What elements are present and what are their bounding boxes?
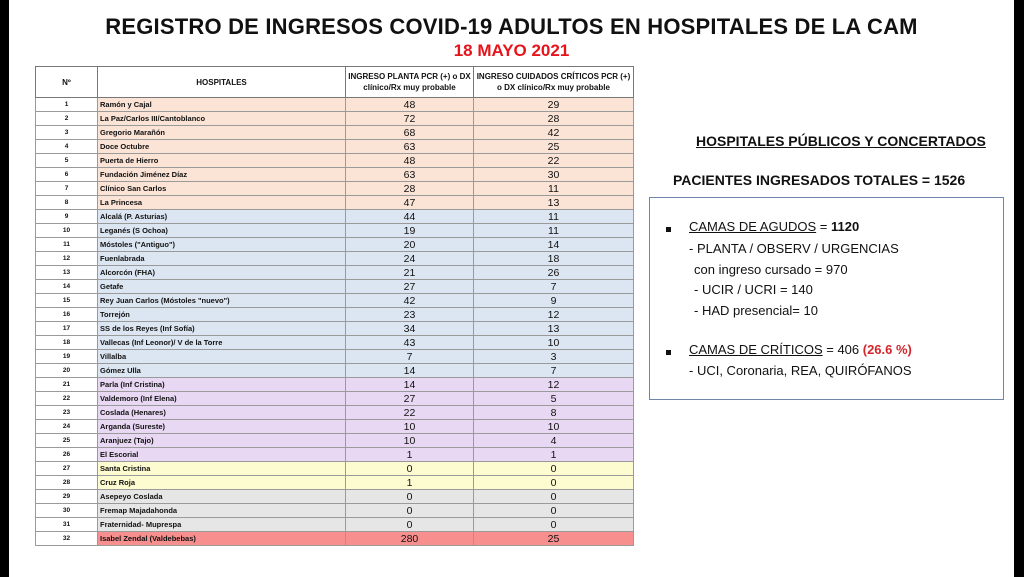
criticos-label: CAMAS DE CRÍTICOS (689, 342, 823, 357)
hospital-name: Gómez Ulla (98, 364, 346, 378)
planta-count: 34 (346, 322, 474, 336)
planta-count: 63 (346, 140, 474, 154)
beds-summary-box (649, 197, 1004, 400)
bullet-icon (666, 227, 671, 232)
hospital-name: Doce Octubre (98, 140, 346, 154)
hospital-name: Puerta de Hierro (98, 154, 346, 168)
hospital-name: Arganda (Sureste) (98, 420, 346, 434)
table-row (36, 252, 634, 266)
planta-count: 28 (346, 182, 474, 196)
table-row (36, 406, 634, 420)
row-number: 21 (36, 378, 98, 392)
table-row (36, 112, 634, 126)
agudos-detail-4: - HAD presencial= 10 (694, 303, 818, 318)
hospital-name: Parla (Inf Cristina) (98, 378, 346, 392)
planta-count: 10 (346, 420, 474, 434)
planta-count: 63 (346, 168, 474, 182)
planta-count: 19 (346, 224, 474, 238)
planta-count: 24 (346, 252, 474, 266)
table-row (36, 518, 634, 532)
table-row (36, 308, 634, 322)
criticos-count: 8 (474, 406, 634, 420)
criticos-count: 4 (474, 434, 634, 448)
table-row (36, 238, 634, 252)
report-date: 18 MAYO 2021 (453, 41, 570, 60)
row-number: 12 (36, 252, 98, 266)
row-number: 24 (36, 420, 98, 434)
criticos-count: 0 (474, 490, 634, 504)
criticos-count: 9 (474, 294, 634, 308)
criticos-count: 42 (474, 126, 634, 140)
row-number: 17 (36, 322, 98, 336)
hospital-name: Villalba (98, 350, 346, 364)
row-number: 25 (36, 434, 98, 448)
row-number: 7 (36, 182, 98, 196)
row-number: 32 (36, 532, 98, 546)
hospital-name: Santa Cristina (98, 462, 346, 476)
hospital-name: Fundación Jiménez Díaz (98, 168, 346, 182)
row-number: 5 (36, 154, 98, 168)
planta-count: 10 (346, 434, 474, 448)
planta-count: 43 (346, 336, 474, 350)
row-number: 26 (36, 448, 98, 462)
table-row (36, 434, 634, 448)
planta-count: 47 (346, 196, 474, 210)
table-row (36, 140, 634, 154)
hospital-name: La Paz/Carlos III/Cantoblanco (98, 112, 346, 126)
row-number: 29 (36, 490, 98, 504)
agudos-label: CAMAS DE AGUDOS (689, 219, 817, 234)
row-number: 15 (36, 294, 98, 308)
row-number: 9 (36, 210, 98, 224)
table-row (36, 476, 634, 490)
planta-count: 27 (346, 392, 474, 406)
planta-count: 23 (346, 308, 474, 322)
hospital-name: Getafe (98, 280, 346, 294)
planta-count: 22 (346, 406, 474, 420)
row-number: 16 (36, 308, 98, 322)
row-number: 6 (36, 168, 98, 182)
row-number: 1 (36, 98, 98, 112)
row-number: 19 (36, 350, 98, 364)
row-number: 14 (36, 280, 98, 294)
planta-count: 21 (346, 266, 474, 280)
hospital-name: Aranjuez (Tajo) (98, 434, 346, 448)
table-row (36, 378, 634, 392)
criticos-count: 7 (474, 280, 634, 294)
hospital-name: Gregorio Marañón (98, 126, 346, 140)
criticos-count: 11 (474, 224, 634, 238)
row-number: 3 (36, 126, 98, 140)
table-row (36, 364, 634, 378)
hospital-name: Valdemoro (Inf Elena) (98, 392, 346, 406)
table-row (36, 490, 634, 504)
hospital-name: Torrejón (98, 308, 346, 322)
agudos-detail-1: - PLANTA / OBSERV / URGENCIAS (689, 241, 899, 256)
table-row (36, 182, 634, 196)
criticos-percentage: (26.6 %) (862, 342, 912, 357)
row-number: 22 (36, 392, 98, 406)
row-number: 20 (36, 364, 98, 378)
row-number: 2 (36, 112, 98, 126)
planta-count: 27 (346, 280, 474, 294)
table-row (36, 350, 634, 364)
criticos-count: 1 (474, 448, 634, 462)
criticos-line: CAMAS DE CRÍTICOS = 406 (26.6 %) (689, 342, 912, 357)
hospital-name: Alcalá (P. Asturias) (98, 210, 346, 224)
hospital-table (35, 66, 634, 546)
col-header-hospital: HOSPITALES (98, 67, 346, 98)
planta-count: 1 (346, 448, 474, 462)
row-number: 27 (36, 462, 98, 476)
table-row (36, 336, 634, 350)
agudos-detail-2: con ingreso cursado = 970 (694, 262, 848, 277)
criticos-count: 0 (474, 462, 634, 476)
table-row (36, 280, 634, 294)
table-row (36, 532, 634, 546)
col-header-number: Nº (36, 67, 98, 98)
criticos-count: 0 (474, 518, 634, 532)
criticos-count: 0 (474, 476, 634, 490)
table-row (36, 224, 634, 238)
criticos-count: 13 (474, 322, 634, 336)
agudos-value: 1120 (830, 219, 860, 234)
criticos-count: 11 (474, 210, 634, 224)
row-number: 10 (36, 224, 98, 238)
total-patients: PACIENTES INGRESADOS TOTALES = 1526 (673, 172, 966, 188)
criticos-count: 3 (474, 350, 634, 364)
planta-count: 20 (346, 238, 474, 252)
criticos-count: 29 (474, 98, 634, 112)
row-number: 23 (36, 406, 98, 420)
row-number: 13 (36, 266, 98, 280)
planta-count: 280 (346, 532, 474, 546)
hospital-name: Clínico San Carlos (98, 182, 346, 196)
page-title: REGISTRO DE INGRESOS COVID-19 ADULTOS EN HOSPITALES DE LA CAM (105, 14, 918, 39)
hospital-name: Cruz Roja (98, 476, 346, 490)
summary-heading: HOSPITALES PÚBLICOS Y CONCERTADOS (696, 133, 986, 149)
row-number: 8 (36, 196, 98, 210)
row-number: 30 (36, 504, 98, 518)
planta-count: 0 (346, 504, 474, 518)
hospital-table-body (36, 98, 634, 546)
criticos-count: 13 (474, 196, 634, 210)
table-row (36, 168, 634, 182)
col-header-criticos: INGRESO CUIDADOS CRÍTICOS PCR (+) o DX clínico/Rx muy probable (474, 67, 634, 98)
table-row (36, 98, 634, 112)
planta-count: 0 (346, 462, 474, 476)
criticos-count: 14 (474, 238, 634, 252)
row-number: 18 (36, 336, 98, 350)
hospital-name: Coslada (Henares) (98, 406, 346, 420)
bullet-icon (666, 350, 671, 355)
hospital-name: Fremap Majadahonda (98, 504, 346, 518)
hospital-name: Vallecas (Inf Leonor)/ V de la Torre (98, 336, 346, 350)
criticos-count: 10 (474, 336, 634, 350)
planta-count: 7 (346, 350, 474, 364)
hospital-name: La Princesa (98, 196, 346, 210)
slide (9, 0, 1014, 577)
hospital-name: Ramón y Cajal (98, 98, 346, 112)
criticos-count: 12 (474, 378, 634, 392)
agudos-detail-3: - UCIR / UCRI = 140 (694, 282, 813, 297)
planta-count: 72 (346, 112, 474, 126)
criticos-count: 0 (474, 504, 634, 518)
planta-count: 0 (346, 490, 474, 504)
table-row (36, 322, 634, 336)
row-number: 31 (36, 518, 98, 532)
row-number: 4 (36, 140, 98, 154)
hospital-name: Móstoles ("Antiguo") (98, 238, 346, 252)
table-row (36, 126, 634, 140)
criticos-detail-1: - UCI, Coronaria, REA, QUIRÓFANOS (689, 363, 912, 378)
row-number: 28 (36, 476, 98, 490)
table-row (36, 294, 634, 308)
planta-count: 42 (346, 294, 474, 308)
hospital-name: Alcorcón (FHA) (98, 266, 346, 280)
table-row (36, 210, 634, 224)
hospital-name: SS de los Reyes (Inf Sofía) (98, 322, 346, 336)
table-row (36, 420, 634, 434)
planta-count: 1 (346, 476, 474, 490)
criticos-count: 12 (474, 308, 634, 322)
planta-count: 14 (346, 364, 474, 378)
table-row (36, 196, 634, 210)
criticos-count: 25 (474, 532, 634, 546)
agudos-line: CAMAS DE AGUDOS = 1120 (689, 219, 860, 234)
planta-count: 44 (346, 210, 474, 224)
planta-count: 0 (346, 518, 474, 532)
row-number: 11 (36, 238, 98, 252)
criticos-count: 10 (474, 420, 634, 434)
criticos-count: 22 (474, 154, 634, 168)
planta-count: 48 (346, 154, 474, 168)
criticos-count: 30 (474, 168, 634, 182)
col-header-planta: INGRESO PLANTA PCR (+) o DX clínico/Rx muy probable (346, 67, 474, 98)
criticos-count: 7 (474, 364, 634, 378)
criticos-count: 26 (474, 266, 634, 280)
criticos-count: 25 (474, 140, 634, 154)
criticos-count: 5 (474, 392, 634, 406)
table-row (36, 448, 634, 462)
criticos-count: 18 (474, 252, 634, 266)
planta-count: 68 (346, 126, 474, 140)
table-row (36, 462, 634, 476)
table-row (36, 504, 634, 518)
planta-count: 48 (346, 98, 474, 112)
hospital-name: Leganés (S Ochoa) (98, 224, 346, 238)
table-row (36, 392, 634, 406)
planta-count: 14 (346, 378, 474, 392)
criticos-count: 11 (474, 182, 634, 196)
hospital-name: Isabel Zendal (Valdebebas) (98, 532, 346, 546)
hospital-name: El Escorial (98, 448, 346, 462)
hospital-name: Rey Juan Carlos (Móstoles "nuevo") (98, 294, 346, 308)
criticos-count: 28 (474, 112, 634, 126)
hospital-name: Asepeyo Coslada (98, 490, 346, 504)
table-row (36, 266, 634, 280)
hospital-name: Fuenlabrada (98, 252, 346, 266)
table-row (36, 154, 634, 168)
hospital-name: Fraternidad- Muprespa (98, 518, 346, 532)
